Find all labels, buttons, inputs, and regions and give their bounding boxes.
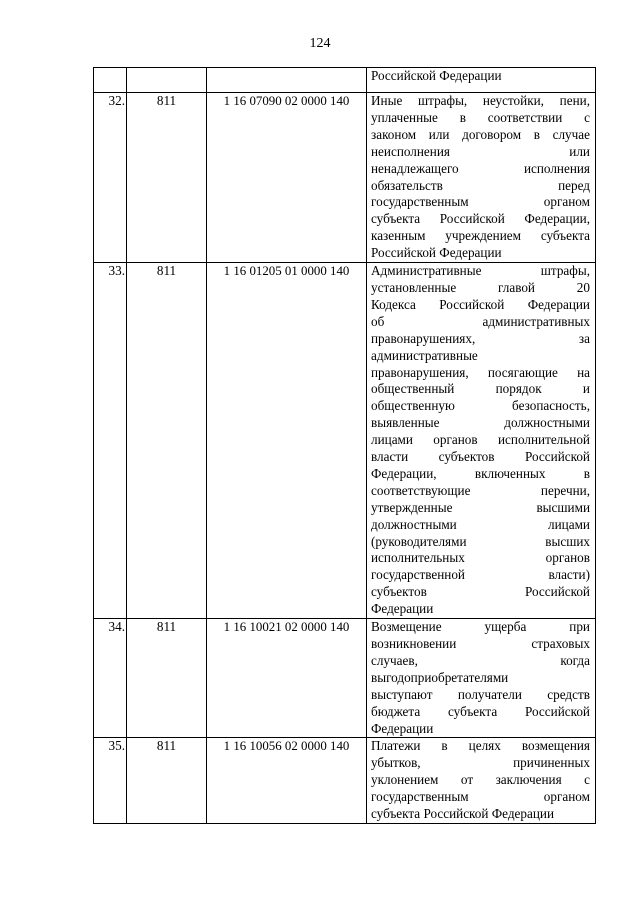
- row-number-cell: [94, 68, 127, 93]
- budget-code-cell: 1 16 10021 02 0000 140: [207, 619, 367, 738]
- income-name-line: Административные штрафы,: [371, 263, 590, 279]
- table-row: [94, 738, 596, 824]
- income-name-line: должностными лицами: [371, 516, 590, 532]
- income-name-line: общественный порядок и: [371, 381, 590, 397]
- admin-code-cell: 811: [127, 619, 207, 738]
- table-row: [94, 93, 596, 263]
- income-name-line: уплаченные в соответствии с: [371, 109, 590, 125]
- admin-code-cell: 811: [127, 738, 207, 824]
- page-number: 124: [309, 36, 331, 51]
- table-row-continuation: [94, 68, 596, 93]
- income-name-cell: [367, 738, 596, 824]
- income-name-line: Федерации, включенных в: [371, 465, 590, 481]
- income-name-line: об административных: [371, 313, 590, 329]
- row-number-cell: 32.: [94, 93, 127, 263]
- income-name-line: (руководителями высших: [371, 533, 590, 549]
- income-name-cell: [367, 93, 596, 263]
- income-name-line: установленные главой 20: [371, 279, 590, 295]
- income-name-line: обязательств перед: [371, 177, 590, 193]
- income-name-line: исполнительных органов: [371, 550, 590, 566]
- income-name-line: Кодекса Российской Федерации: [371, 296, 590, 312]
- budget-code-cell: 1 16 01205 01 0000 140: [207, 263, 367, 619]
- income-name-line: утвержденные высшими: [371, 499, 590, 515]
- income-name-line: казенным учреждением субъекта: [371, 228, 590, 244]
- income-name-line: власти субъектов Российской: [371, 449, 590, 465]
- income-name-line: выгодоприобретателями: [371, 669, 509, 685]
- budget-code-cell: 1 16 10056 02 0000 140: [207, 738, 367, 824]
- row-number-cell: 34.: [94, 619, 127, 738]
- revenue-codes-table: [93, 67, 596, 824]
- income-name-line: общественную безопасность,: [371, 398, 590, 414]
- income-name-cell: [367, 619, 596, 738]
- income-name-line: ненадлежащего исполнения: [371, 160, 590, 176]
- income-name-line: случаев, когда: [371, 652, 590, 668]
- income-name-line: уклонением от заключения с: [371, 772, 590, 788]
- income-name-line: лицами органов исполнительной: [371, 432, 590, 448]
- table-row: [94, 619, 596, 738]
- income-name-line: государственным органом: [371, 789, 590, 805]
- income-name-line: возникновении страховых: [371, 636, 590, 651]
- income-name-line: правонарушениях, за: [371, 330, 590, 346]
- budget-code-cell: 1 16 07090 02 0000 140: [207, 93, 367, 263]
- admin-code-cell: [127, 68, 207, 93]
- income-name-line: субъекта Российской Федерации: [371, 806, 555, 822]
- income-name-line: субъекта Российской Федерации,: [371, 211, 590, 227]
- income-name-line: Федерации: [371, 601, 434, 617]
- income-name-line: Российской Федерации: [371, 245, 502, 261]
- income-name-line: государственным органом: [371, 194, 590, 210]
- income-name-line: государственной власти): [371, 567, 590, 583]
- income-name-line: бюджета субъекта Российской: [371, 703, 590, 719]
- income-name-cell: [367, 68, 596, 93]
- income-name-line: выявленные должностными: [371, 415, 590, 431]
- income-name-cell: [367, 263, 596, 619]
- income-name-line: субъектов Российской: [371, 584, 590, 600]
- income-name-line: Иные штрафы, неустойки, пени,: [371, 93, 590, 108]
- income-name-line: убытков, причиненных: [371, 755, 590, 771]
- income-name-line: Возмещение ущерба при: [371, 619, 590, 635]
- income-name-line: законом или договором в случае: [371, 126, 590, 142]
- row-number-cell: 35.: [94, 738, 127, 824]
- income-name-line: Федерации: [371, 720, 434, 736]
- income-name-line: соответствующие перечни,: [371, 482, 590, 498]
- admin-code-cell: 811: [127, 263, 207, 619]
- income-name-line: выступают получатели средств: [371, 686, 590, 702]
- table-row: [94, 263, 596, 619]
- income-name-line: Платежи в целях возмещения: [371, 738, 590, 754]
- income-name-line: правонарушения, посягающие на: [371, 364, 590, 380]
- income-name-line: административные: [371, 347, 478, 363]
- row-number-cell: 33.: [94, 263, 127, 619]
- budget-code-cell: [207, 68, 367, 93]
- income-name-line: Российской Федерации: [371, 68, 502, 83]
- admin-code-cell: 811: [127, 93, 207, 263]
- income-name-line: неисполнения или: [371, 143, 590, 159]
